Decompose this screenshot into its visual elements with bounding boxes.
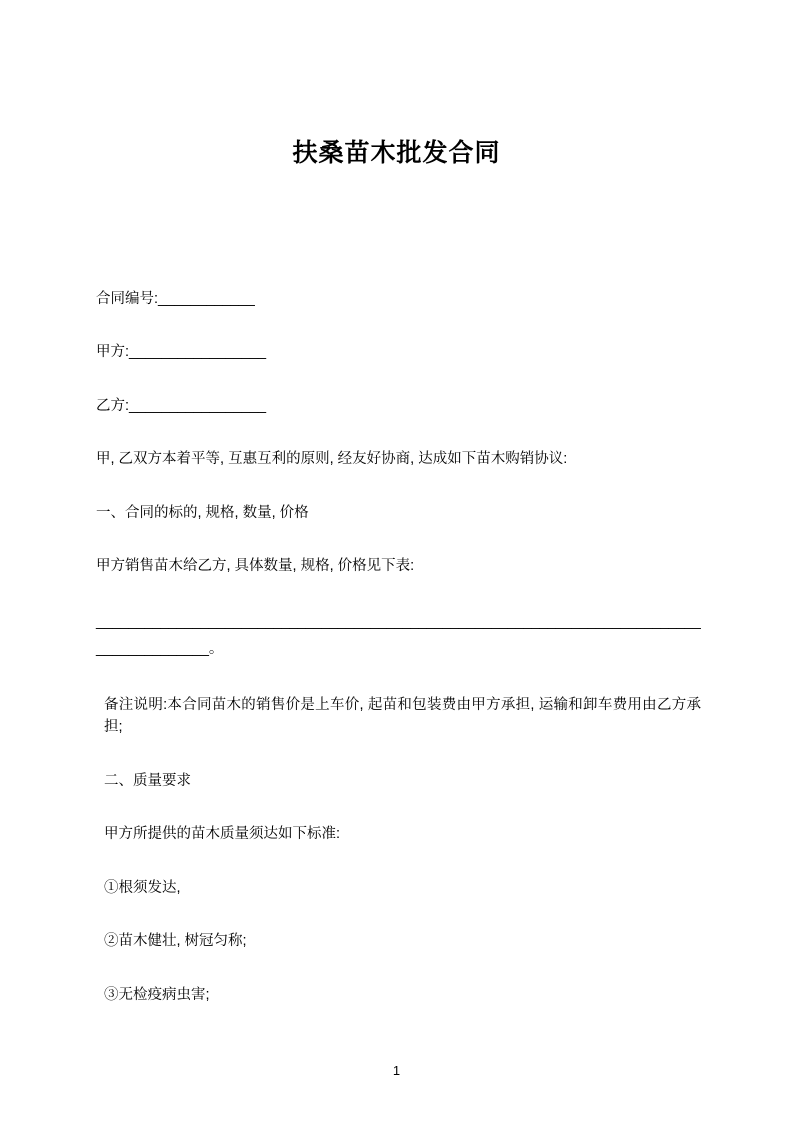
page-title: 扶桑苗木批发合同 <box>292 139 501 167</box>
paragraph-contract-number: 合同编号:____________ <box>96 291 255 307</box>
paragraph-clause-two-heading: 二、质量要求 <box>104 772 191 789</box>
page-number: 1 <box>392 1063 401 1078</box>
paragraph-clause-one-heading: 一、合同的标的, 规格, 数量, 价格 <box>96 504 309 521</box>
paragraph-quality-item-2: ②苗木健壮, 树冠匀称; <box>104 933 247 950</box>
paragraph-quality-item-3: ③无检疫病虫害; <box>104 986 210 1003</box>
paragraph-blank-lines: _________________________________________________________________________________________。 <box>96 613 701 658</box>
paragraph-remark: 备注说明:本合同苗木的销售价是上车价, 起苗和包装费由甲方承担, 运输和卸车费用由乙方承担; <box>104 696 701 736</box>
paragraph-clause-two-body: 甲方所提供的苗木质量须达如下标准: <box>104 826 341 843</box>
paragraph-clause-one-body: 甲方销售苗木给乙方, 具体数量, 规格, 价格见下表: <box>96 558 415 575</box>
paragraph-party-b: 乙方:_________________ <box>96 397 267 414</box>
paragraph-quality-item-1: ①根须发达, <box>104 879 181 896</box>
paragraph-preamble: 甲, 乙双方本着平等, 互惠互利的原则, 经友好协商, 达成如下苗木购销协议: <box>96 451 568 468</box>
document-body <box>96 288 701 1037</box>
paragraph-party-a: 甲方:_________________ <box>96 344 267 361</box>
